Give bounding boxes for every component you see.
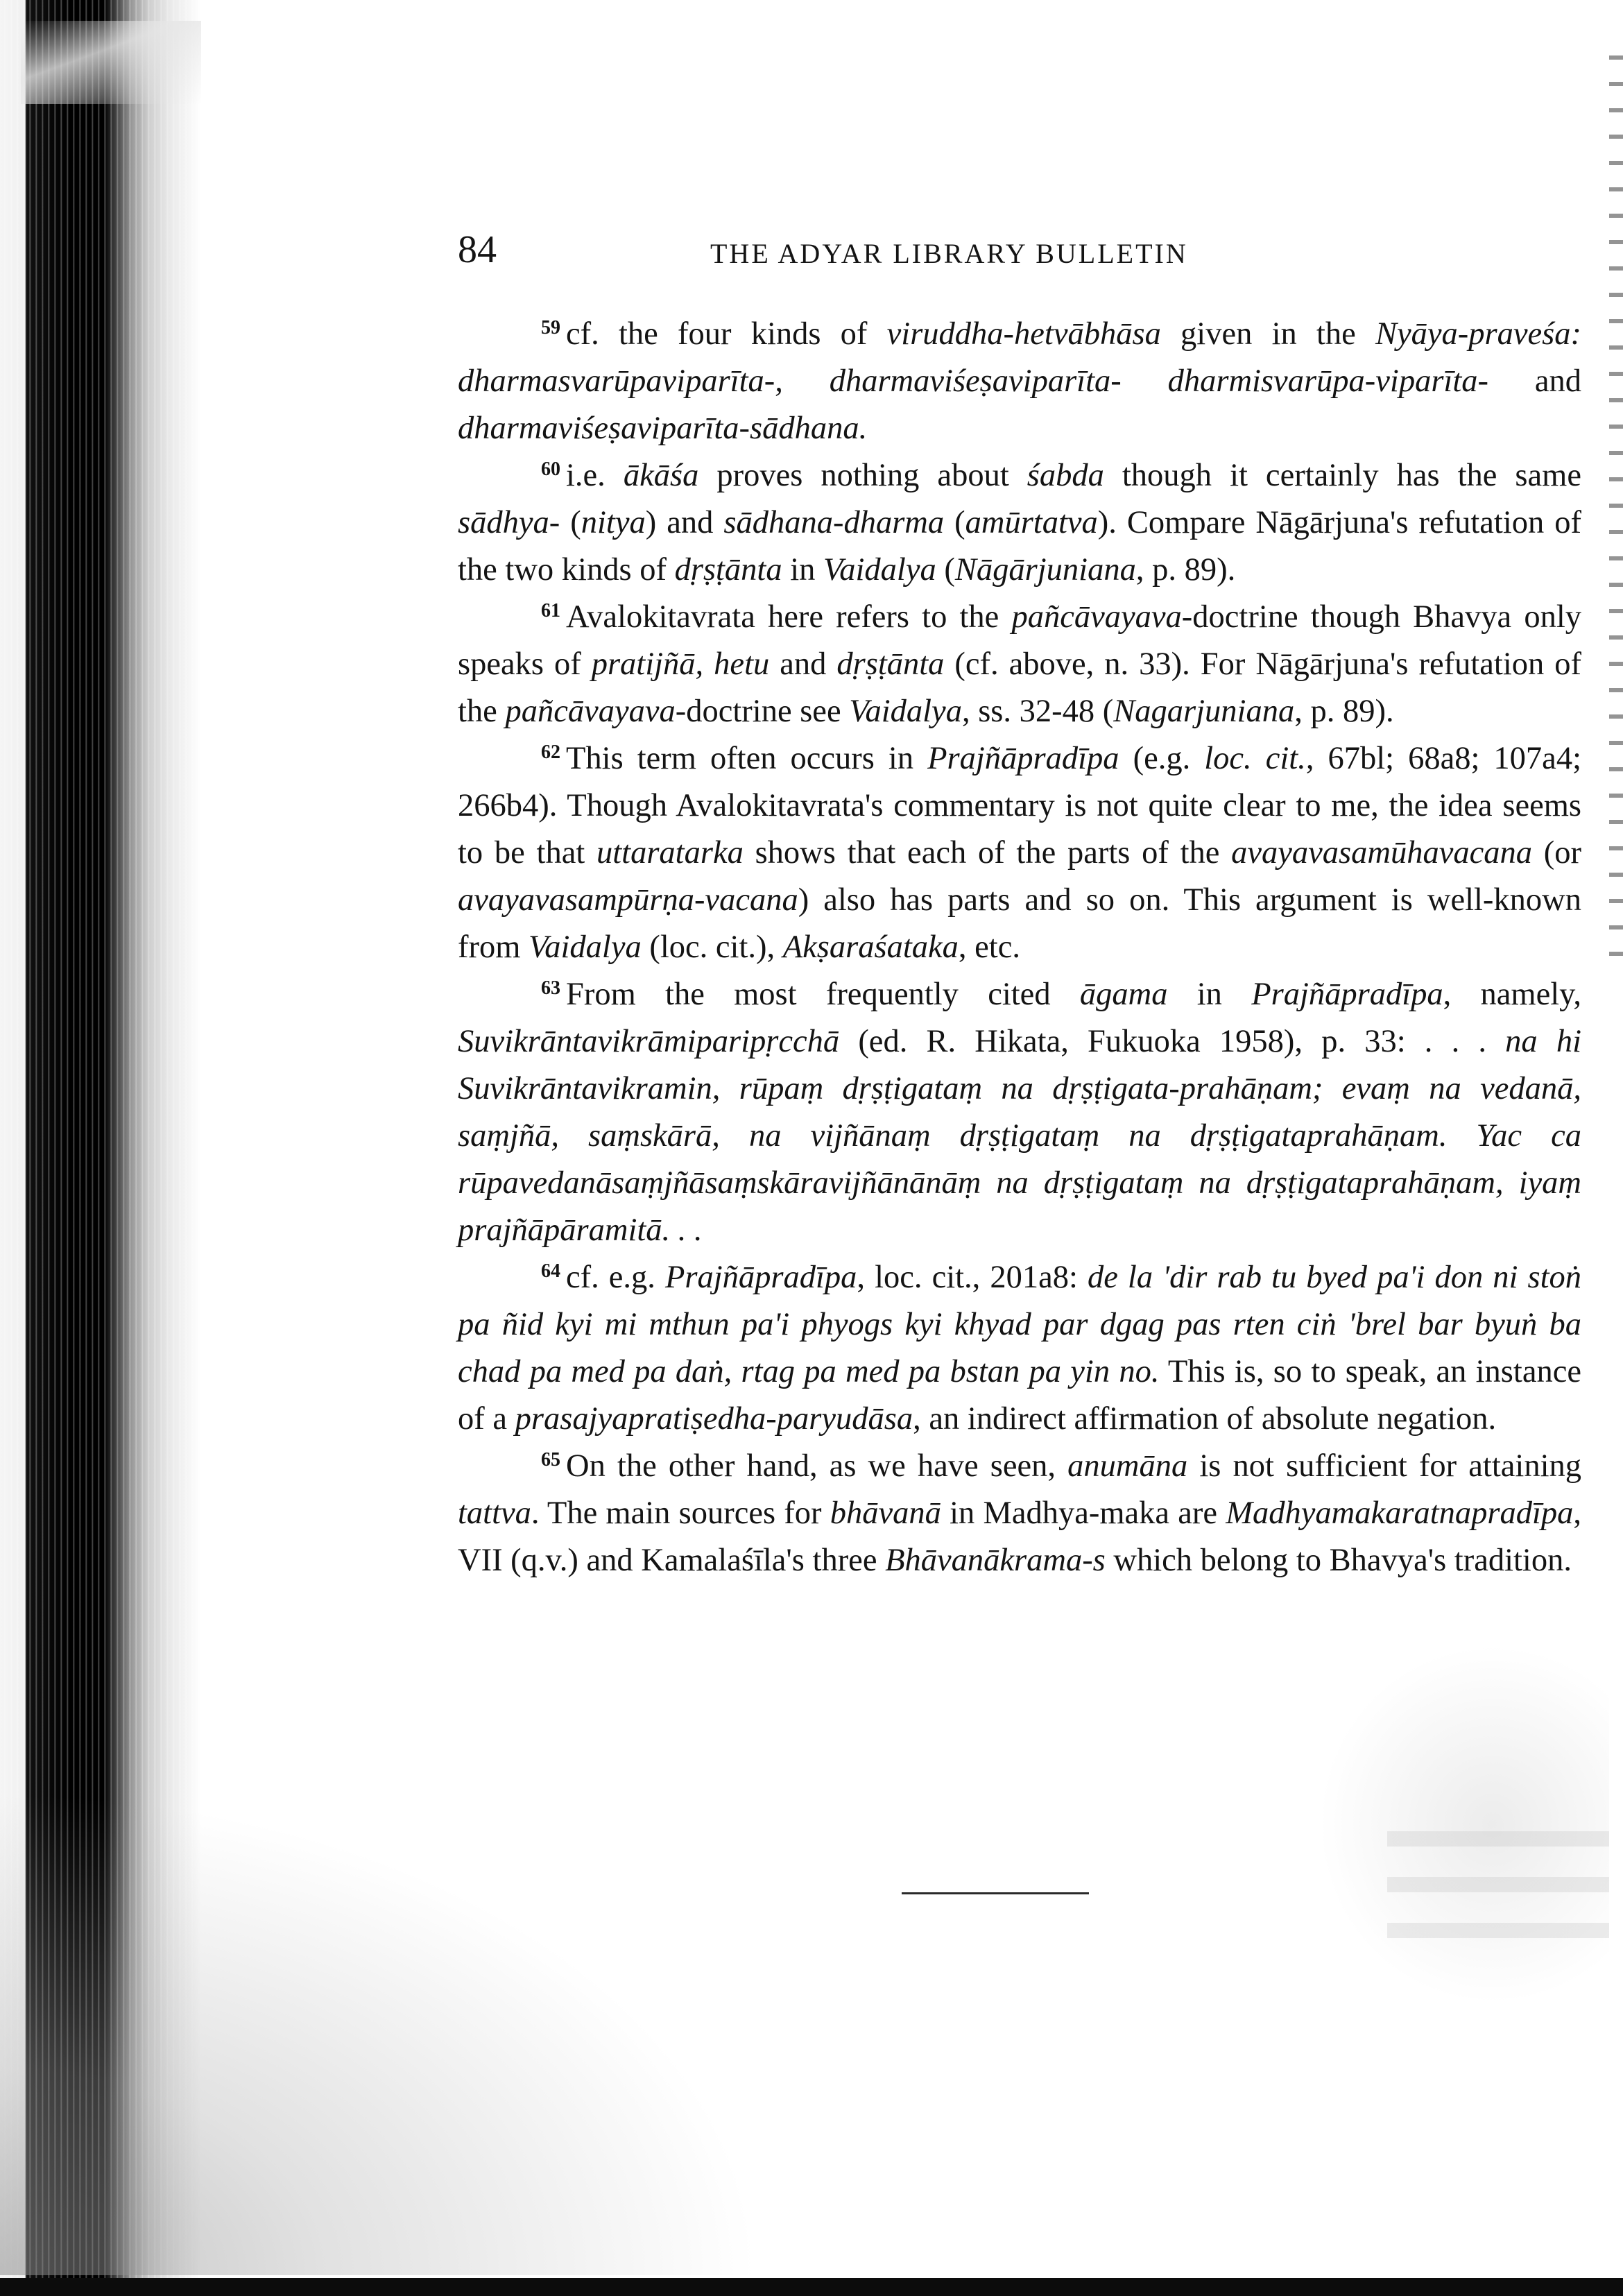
show-through-bleed — [1318, 1644, 1609, 2005]
footnote-number: 65 — [541, 1449, 560, 1471]
text-run: , p. 89). — [1135, 552, 1236, 588]
text-run: in Madhya-maka are — [941, 1496, 1226, 1531]
footnote-64 — [458, 1254, 1581, 1443]
italic-run: Nāgārjuniana — [954, 552, 1136, 588]
text-run: . The main sources for — [531, 1496, 830, 1531]
footnote-text — [458, 458, 1581, 588]
footnote-number: 61 — [541, 600, 560, 622]
text-run: though it certainly has the same — [1104, 458, 1581, 493]
italic-run: ākāśa — [623, 458, 699, 493]
closing-rule — [902, 1892, 1089, 1894]
italic-run: de la 'dir rab tu byed pa'i don ni stoṅ pa ñid kyi mi mthun pa'i phyogs kyi khyad par dgag pas rten ciṅ 'brel bar byuṅ ba chad pa med pa daṅ, rtag pa med pa bstan pa yin no. — [458, 1260, 1582, 1389]
text-run: ( — [944, 505, 965, 540]
page-number: 84 — [458, 228, 497, 271]
text-run: This is, so to speak, an instance of a — [458, 1354, 1581, 1437]
italic-run: dharmaviśeṣaviparīta-sādhana. — [458, 411, 868, 446]
italic-run: Nagarjuniana — [1113, 694, 1295, 729]
footnote-number: 63 — [541, 977, 560, 999]
running-title: THE ADYAR LIBRARY BULLETIN — [710, 238, 1188, 269]
italic-run: pañcāvayava — [505, 694, 676, 729]
text-run: in — [1167, 977, 1252, 1012]
italic-run: Nyāya-praveśa: dharmasvarūpaviparīta-, dharmaviśeṣaviparīta- dharmisvarūpa-viparīta- — [458, 316, 1581, 399]
footnote-59 — [458, 311, 1581, 452]
italic-run: avayavasamūhavacana — [1231, 835, 1533, 871]
italic-run: śabda — [1027, 458, 1104, 493]
text-run: (ed. R. Hikata, Fukuoka 1958), p. 33: . . . — [839, 1024, 1506, 1059]
footnote-text — [458, 741, 1581, 965]
footnote-62 — [458, 735, 1581, 971]
scan-smudge — [21, 21, 201, 104]
italic-run: Prajñāpradīpa — [927, 741, 1119, 776]
italic-run: na hi Suvikrāntavikramin, rūpaṃ dṛṣṭigataṃ na dṛṣṭigata-prahāṇam; evaṃ na vedanā, saṃjñā, saṃskārā, na vijñānaṃ dṛṣṭigataṃ na dṛṣṭigataprahāṇam. Yac ca rūpavedanāsaṃjñāsaṃskāravijñānānāṃ na dṛṣṭigataṃ na dṛṣṭigataprahāṇam, iyaṃ prajñāpāramitā. . . — [458, 1024, 1582, 1248]
text-run: , 67bl; 68a8; 107a4; 266b4). Though Avalokitavrata's commentary is not quite clear to me, the idea seems to be that — [458, 741, 1581, 871]
text-run: ( — [560, 505, 581, 540]
italic-run: dṛṣṭānta — [674, 552, 782, 588]
footnote-text — [458, 599, 1581, 729]
footnote-text — [458, 977, 1581, 1248]
text-run: ( — [936, 552, 955, 588]
text-run: -doctrine see — [675, 694, 850, 729]
scan-bottom-bar — [0, 2278, 1623, 2296]
text-run: which belong to Bhavya's tradition. — [1105, 1543, 1572, 1578]
text-run: ). Compare Nāgārjuna's refutation of the two kinds of — [458, 505, 1581, 588]
text-run: and — [1488, 363, 1581, 399]
italic-run: loc. cit. — [1204, 741, 1306, 776]
text-run: and — [769, 646, 837, 682]
footnote-text — [458, 1260, 1581, 1437]
footnote-61 — [458, 594, 1581, 735]
italic-run: amūrtatva — [965, 505, 1098, 540]
text-run: ) and — [645, 505, 724, 540]
text-run: (cf. above, n. 33). For Nāgārjuna's refutation of the — [458, 646, 1581, 729]
text-run: On the other hand, as we have seen, — [566, 1448, 1068, 1484]
text-run: (e.g. — [1119, 741, 1205, 776]
text-run: (loc. cit.), — [641, 929, 783, 965]
footnote-number: 62 — [541, 742, 560, 763]
page-header — [458, 229, 1595, 284]
footnote-number: 64 — [541, 1260, 560, 1282]
italic-run: Prajñāpradīpa — [664, 1260, 857, 1295]
footnote-text — [458, 1448, 1581, 1578]
text-run: , namely, — [1443, 977, 1581, 1012]
italic-run: bhāvanā — [830, 1496, 941, 1531]
text-run: , etc. — [958, 929, 1020, 965]
text-run: This term often occurs in — [566, 741, 928, 776]
footnote-65 — [458, 1443, 1581, 1584]
text-run: , an indirect affirmation of absolute negation. — [913, 1401, 1497, 1437]
italic-run: pañcāvayava — [1011, 599, 1182, 635]
scan-right-edge — [1609, 55, 1623, 957]
text-run: (or — [1532, 835, 1581, 871]
italic-run: Suvikrāntavikrāmiparipṛcchā — [458, 1024, 840, 1059]
italic-run: nitya — [581, 505, 646, 540]
italic-run: Bhāvanākrama-s — [885, 1543, 1106, 1578]
italic-run: pratijñā, hetu — [591, 646, 770, 682]
text-run: cf. e.g. — [566, 1260, 665, 1295]
italic-run: anumāna — [1067, 1448, 1188, 1484]
footnote-text — [458, 316, 1581, 446]
footnote-60 — [458, 452, 1581, 594]
text-run: -doctrine though Bhavya only speaks of — [458, 599, 1582, 682]
italic-run: Madhyamakaratnapradīpa — [1226, 1496, 1574, 1531]
text-run: i.e. — [566, 458, 624, 493]
text-run: From the most frequently cited — [566, 977, 1080, 1012]
italic-run: Akṣaraśataka — [782, 929, 959, 965]
text-run: shows that each of the parts of the — [743, 835, 1232, 871]
text-run: in — [782, 552, 824, 588]
scan-shadow — [0, 1790, 763, 2275]
italic-run: sādhya- — [458, 505, 560, 540]
text-run: given in the — [1160, 316, 1376, 352]
text-run: ) also has parts and so on. This argument is well-known from — [458, 882, 1581, 965]
italic-run: Vaidalya — [823, 552, 936, 588]
text-run: proves nothing about — [698, 458, 1027, 493]
italic-run: tattva — [458, 1496, 531, 1531]
text-run: , VII (q.v.) and Kamalaśīla's three — [458, 1496, 1581, 1578]
text-run: , p. 89). — [1294, 694, 1394, 729]
italic-run: Vaidalya — [529, 929, 642, 965]
text-run: Avalokitavrata here refers to the — [566, 599, 1012, 635]
italic-run: prasajyapratiṣedha-paryudāsa — [515, 1401, 913, 1437]
italic-run: Prajñāpradīpa — [1251, 977, 1443, 1012]
text-run: is not sufficient for attaining — [1187, 1448, 1581, 1484]
footnote-number: 59 — [541, 317, 560, 339]
footnotes — [458, 311, 1581, 1584]
italic-run: uttaratarka — [596, 835, 744, 871]
italic-run: sādhana-dharma — [723, 505, 945, 540]
italic-run: viruddha-hetvābhāsa — [886, 316, 1161, 352]
text-run: cf. the four kinds of — [566, 316, 887, 352]
text-run: , loc. cit., 201a8: — [857, 1260, 1088, 1295]
italic-run: dṛṣṭānta — [836, 646, 945, 682]
italic-run: āgama — [1079, 977, 1168, 1012]
italic-run: Vaidalya — [849, 694, 962, 729]
italic-run: avayavasampūrṇa-vacana — [458, 882, 798, 918]
show-through-text — [1387, 1831, 1609, 1942]
text-run: , ss. 32-48 ( — [961, 694, 1114, 729]
footnote-number: 60 — [541, 459, 560, 480]
footnote-63 — [458, 971, 1581, 1254]
